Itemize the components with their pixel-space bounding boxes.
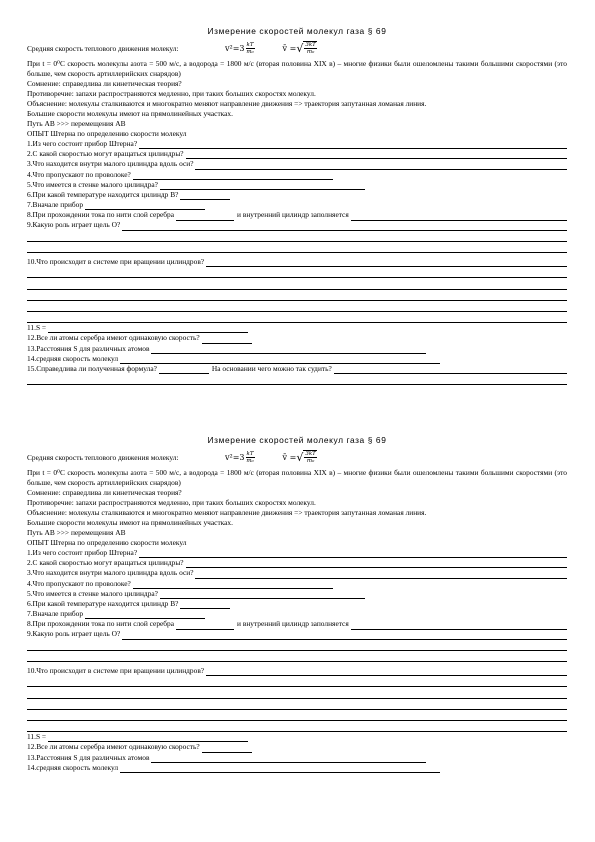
question-4: 4.Что пропускают по проволоке? bbox=[27, 170, 567, 180]
answer-field[interactable] bbox=[139, 141, 567, 149]
answer-line[interactable] bbox=[27, 676, 567, 687]
sqrt-sign: √ $\frac{3kT}{\text{m₀}}$ bbox=[296, 41, 316, 55]
answer-line[interactable] bbox=[27, 687, 567, 698]
question-13: 13.Расстояния S для различных атомов bbox=[27, 344, 567, 354]
answer-field[interactable] bbox=[180, 601, 230, 609]
answer-field[interactable] bbox=[176, 622, 234, 630]
answer-line[interactable] bbox=[27, 651, 567, 662]
answer-field[interactable] bbox=[351, 213, 567, 221]
worksheet-bottom bbox=[27, 435, 567, 773]
question-1: 1.Из чего состоит прибор Штерна? bbox=[27, 139, 567, 149]
answer-line[interactable] bbox=[27, 721, 567, 732]
doubts-line: Сомнение: справедлива ли кинетическая теория? bbox=[27, 79, 182, 88]
question-7: 7.Вначале прибор bbox=[27, 609, 567, 619]
question-10: 10.Что происходит в системе при вращении цилиндров? bbox=[27, 257, 567, 267]
answer-field[interactable] bbox=[186, 560, 567, 568]
question-7: 7.Вначале прибор bbox=[27, 200, 567, 210]
question-2: 2.С какой скоростью могут вращаться цилиндры? bbox=[27, 558, 567, 568]
question-6: 6.При какой температуре находится цилиндр В? bbox=[27, 599, 567, 609]
answer-field[interactable] bbox=[48, 325, 248, 333]
answer-field[interactable] bbox=[334, 366, 567, 374]
worksheet-title: Измерение скоростей молекул газа § 69 bbox=[207, 435, 387, 445]
answer-field[interactable] bbox=[133, 172, 333, 180]
question-5: 5.Что имеется в стенке малого цилиндра? bbox=[27, 589, 567, 599]
answer-field[interactable] bbox=[160, 591, 365, 599]
large-speeds-line: Большие скорости молекулы имеют на прямолинейных участках. bbox=[27, 109, 233, 118]
answer-line[interactable] bbox=[27, 699, 567, 710]
question-6: 6.При какой температуре находится цилиндр В? bbox=[27, 190, 567, 200]
question-3: 3.Что находится внутри малого цилиндра вдоль оси? bbox=[27, 568, 567, 578]
path-line: Путь АВ >>> перемещения АВ bbox=[27, 528, 126, 537]
answer-field[interactable] bbox=[151, 755, 426, 763]
answer-field[interactable] bbox=[48, 734, 248, 742]
question-10: 10.Что происходит в системе при вращении цилиндров? bbox=[27, 666, 567, 676]
answer-field[interactable] bbox=[195, 162, 567, 170]
question-8: 8.При прохождении тока по нити слой серебра и внутренний цилиндр заполняется bbox=[27, 619, 567, 629]
question-14: 14.средняя скорость молекул bbox=[27, 763, 567, 773]
path-line: Путь АВ >>> перемещения АВ bbox=[27, 119, 126, 128]
intro-paragraph: При t = 0⁰С скорость молекулы азота = 500 м/с, а водорода = 1800 м/с (вторая половина XIX в) – многие физики были ошеломлены такими большими скоростями (это больше, чем скорость артиллерийских снарядов) bbox=[27, 59, 567, 78]
answer-line[interactable] bbox=[27, 231, 567, 242]
answer-line[interactable] bbox=[27, 312, 567, 323]
question-14: 14.средняя скорость молекул bbox=[27, 354, 567, 364]
answer-line[interactable] bbox=[27, 267, 567, 278]
question-2: 2.С какой скоростью могут вращаться цилиндры? bbox=[27, 149, 567, 159]
avg-speed-row bbox=[27, 446, 567, 468]
answer-line[interactable] bbox=[27, 290, 567, 301]
question-1: 1.Из чего состоит прибор Штерна? bbox=[27, 548, 567, 558]
intro-paragraph: При t = 0⁰С скорость молекулы азота = 500 м/с, а водорода = 1800 м/с (вторая половина XIX в) – многие физики были ошеломлены такими большими скоростями (это больше, чем скорость артиллерийских снарядов) bbox=[27, 468, 567, 487]
large-speeds-line: Большие скорости молекулы имеют на прямолинейных участках. bbox=[27, 518, 233, 527]
formula-mean-square: v²=3 $\frac{kT}{\text{m₀}}$ bbox=[225, 41, 254, 55]
answer-field[interactable] bbox=[120, 765, 440, 773]
answer-field[interactable] bbox=[133, 581, 333, 589]
question-3: 3.Что находится внутри малого цилиндра вдоль оси? bbox=[27, 159, 567, 169]
question-9: 9.Какую роль играет щель О? bbox=[27, 221, 567, 231]
contradiction-line: Противоречие: запахи распространяются медленно, при таких больших скоростях молекул. bbox=[27, 498, 316, 507]
answer-field[interactable] bbox=[151, 346, 426, 354]
answer-field[interactable] bbox=[120, 356, 440, 364]
question-12: 12.Все ли атомы серебра имеют одинаковую скорость? bbox=[27, 333, 567, 343]
answer-field[interactable] bbox=[206, 668, 567, 676]
answer-field[interactable] bbox=[195, 571, 567, 579]
explanation-line: Объяснение: молекулы сталкиваются и многократно меняют направление движения => траектория запутанная ломаная линия. bbox=[27, 99, 427, 108]
answer-line[interactable] bbox=[27, 242, 567, 253]
formula-mean-speed: v̄ = √ $\frac{3kT}{\text{m₀}}$ bbox=[282, 41, 316, 55]
question-5: 5.Что имеется в стенке малого цилиндра? bbox=[27, 180, 567, 190]
answer-field[interactable] bbox=[122, 632, 567, 640]
explanation-line: Объяснение: молекулы сталкиваются и многократно меняют направление движения => траектория запутанная ломаная линия. bbox=[27, 508, 427, 517]
sqrt-sign: √ $\frac{3kT}{\text{m₀}}$ bbox=[296, 450, 316, 464]
answer-field[interactable] bbox=[180, 192, 230, 200]
question-13: 13.Расстояния S для различных атомов bbox=[27, 753, 567, 763]
answer-field[interactable] bbox=[206, 259, 567, 267]
answer-line[interactable] bbox=[27, 301, 567, 312]
question-12: 12.Все ли атомы серебра имеют одинаковую скорость? bbox=[27, 742, 567, 752]
answer-line[interactable] bbox=[27, 374, 567, 385]
answer-field[interactable] bbox=[202, 336, 252, 344]
answer-field[interactable] bbox=[186, 151, 567, 159]
formula-mean-speed: v̄ = √ $\frac{3kT}{\text{m₀}}$ bbox=[282, 450, 316, 464]
answer-field[interactable] bbox=[85, 202, 205, 210]
answer-field[interactable] bbox=[85, 611, 205, 619]
answer-line[interactable] bbox=[27, 710, 567, 721]
worksheet-top bbox=[27, 26, 567, 385]
avg-speed-row bbox=[27, 37, 567, 59]
answer-field[interactable] bbox=[139, 550, 567, 558]
question-11: 11.S = bbox=[27, 732, 567, 742]
answer-line[interactable] bbox=[27, 640, 567, 651]
experiment-line: ОПЫТ Штерна по определению скорости молекул bbox=[27, 538, 187, 547]
avg-speed-label: Средняя скорость теплового движения молекул: bbox=[27, 452, 179, 462]
answer-field[interactable] bbox=[176, 213, 234, 221]
question-9: 9.Какую роль играет щель О? bbox=[27, 630, 567, 640]
question-8: 8.При прохождении тока по нити слой серебра и внутренний цилиндр заполняется bbox=[27, 210, 567, 220]
avg-speed-label: Средняя скорость теплового движения молекул: bbox=[27, 43, 179, 53]
answer-field[interactable] bbox=[351, 622, 567, 630]
formula-mean-square: v²=3 $\frac{kT}{\text{m₀}}$ bbox=[225, 450, 254, 464]
experiment-line: ОПЫТ Штерна по определению скорости молекул bbox=[27, 129, 187, 138]
question-15: 15.Справедлива ли полученная формула? На основании чего можно так судить? bbox=[27, 364, 567, 374]
answer-line[interactable] bbox=[27, 278, 567, 289]
worksheet-title: Измерение скоростей молекул газа § 69 bbox=[207, 26, 387, 36]
answer-field[interactable] bbox=[122, 223, 567, 231]
answer-field[interactable] bbox=[202, 745, 252, 753]
question-11: 11.S = bbox=[27, 323, 567, 333]
answer-field[interactable] bbox=[160, 182, 365, 190]
question-4: 4.Что пропускают по проволоке? bbox=[27, 579, 567, 589]
answer-field[interactable] bbox=[159, 366, 209, 374]
doubts-line: Сомнение: справедлива ли кинетическая теория? bbox=[27, 488, 182, 497]
contradiction-line: Противоречие: запахи распространяются медленно, при таких больших скоростях молекул. bbox=[27, 89, 316, 98]
